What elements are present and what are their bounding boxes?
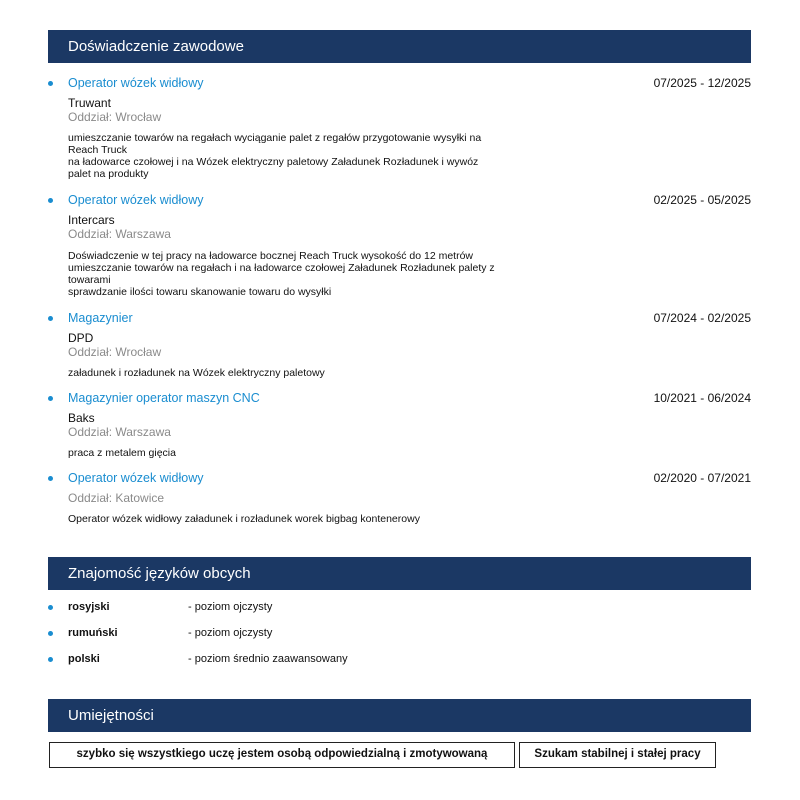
job-company: Truwant — [68, 96, 111, 110]
description-line: sprawdzanie ilości towaru skanowanie towaru do wysyłki — [68, 286, 332, 298]
job-company: Intercars — [68, 213, 115, 227]
bullet-icon — [48, 631, 53, 636]
job-dates: 02/2020 - 07/2021 — [653, 471, 751, 485]
skill-tag: szybko się wszystkiego uczę jestem osobą odpowiedzialną i zmotywowaną — [49, 742, 515, 768]
bullet-icon — [48, 605, 53, 610]
skill-tag: Szukam stabilnej i stałej pracy — [519, 742, 716, 768]
language-name: polski — [68, 653, 100, 665]
job-branch: Oddział: Katowice — [68, 491, 165, 505]
bullet-icon — [48, 657, 53, 662]
description-line: załadunek i rozładunek na Wózek elektryczny paletowy — [68, 367, 325, 379]
job-description — [68, 513, 528, 525]
description-line: umieszczanie towarów na regałach wyciąganie palet z regałów przygotowanie wysyłki na — [68, 132, 482, 144]
experience-section-title: Doświadczenie zawodowe — [68, 38, 244, 55]
skills-section-title: Umiejętności — [68, 707, 154, 724]
job-title: Operator wózek widłowy — [68, 471, 204, 485]
description-line: Reach Truck — [68, 144, 127, 156]
job-company: Baks — [68, 411, 95, 425]
description-line: na ładowarce czołowej i na Wózek elektryczny paletowy Załadunek Rozładunek i wywóz — [68, 156, 479, 168]
description-line: palet na produkty — [68, 168, 149, 180]
languages-section-title: Znajomość języków obcych — [68, 565, 251, 582]
job-branch: Oddział: Wrocław — [68, 345, 162, 359]
language-item — [48, 653, 751, 667]
language-level: - poziom średnio zaawansowany — [188, 653, 348, 665]
job-title: Magazynier operator maszyn CNC — [68, 391, 260, 405]
language-name: rumuński — [68, 627, 118, 639]
bullet-icon — [48, 396, 53, 401]
language-item — [48, 627, 751, 641]
job-dates: 07/2025 - 12/2025 — [653, 76, 751, 90]
bullet-icon — [48, 316, 53, 321]
job-description — [68, 132, 528, 180]
bullet-icon — [48, 476, 53, 481]
languages-section-header — [48, 557, 751, 590]
job-description — [68, 447, 528, 459]
job-title: Magazynier — [68, 311, 133, 325]
job-title: Operator wózek widłowy — [68, 76, 204, 90]
job-description — [68, 367, 528, 379]
job-description — [68, 250, 528, 298]
job-branch: Oddział: Wrocław — [68, 110, 162, 124]
job-dates: 02/2025 - 05/2025 — [653, 193, 751, 207]
description-line: Doświadczenie w tej pracy na ładowarce bocznej Reach Truck wysokość do 12 metrów — [68, 250, 474, 262]
experience-section-header — [48, 30, 751, 63]
language-item — [48, 601, 751, 615]
bullet-icon — [48, 198, 53, 203]
job-dates: 10/2021 - 06/2024 — [653, 391, 751, 405]
language-level: - poziom ojczysty — [188, 601, 273, 613]
job-branch: Oddział: Warszawa — [68, 425, 171, 439]
job-branch: Oddział: Warszawa — [68, 227, 171, 241]
description-line: umieszczanie towarów na regałach i na ładowarce czołowej Załadunek Rozładunek palety z — [68, 262, 495, 274]
description-line: towarami — [68, 274, 111, 286]
description-line: Operator wózek widłowy załadunek i rozładunek worek bigbag kontenerowy — [68, 513, 420, 525]
description-line: praca z metalem gięcia — [68, 447, 176, 459]
job-company: DPD — [68, 331, 94, 345]
language-level: - poziom ojczysty — [188, 627, 273, 639]
job-title: Operator wózek widłowy — [68, 193, 204, 207]
bullet-icon — [48, 81, 53, 86]
skills-section-header — [48, 699, 751, 732]
language-name: rosyjski — [68, 601, 110, 613]
job-dates: 07/2024 - 02/2025 — [653, 311, 751, 325]
